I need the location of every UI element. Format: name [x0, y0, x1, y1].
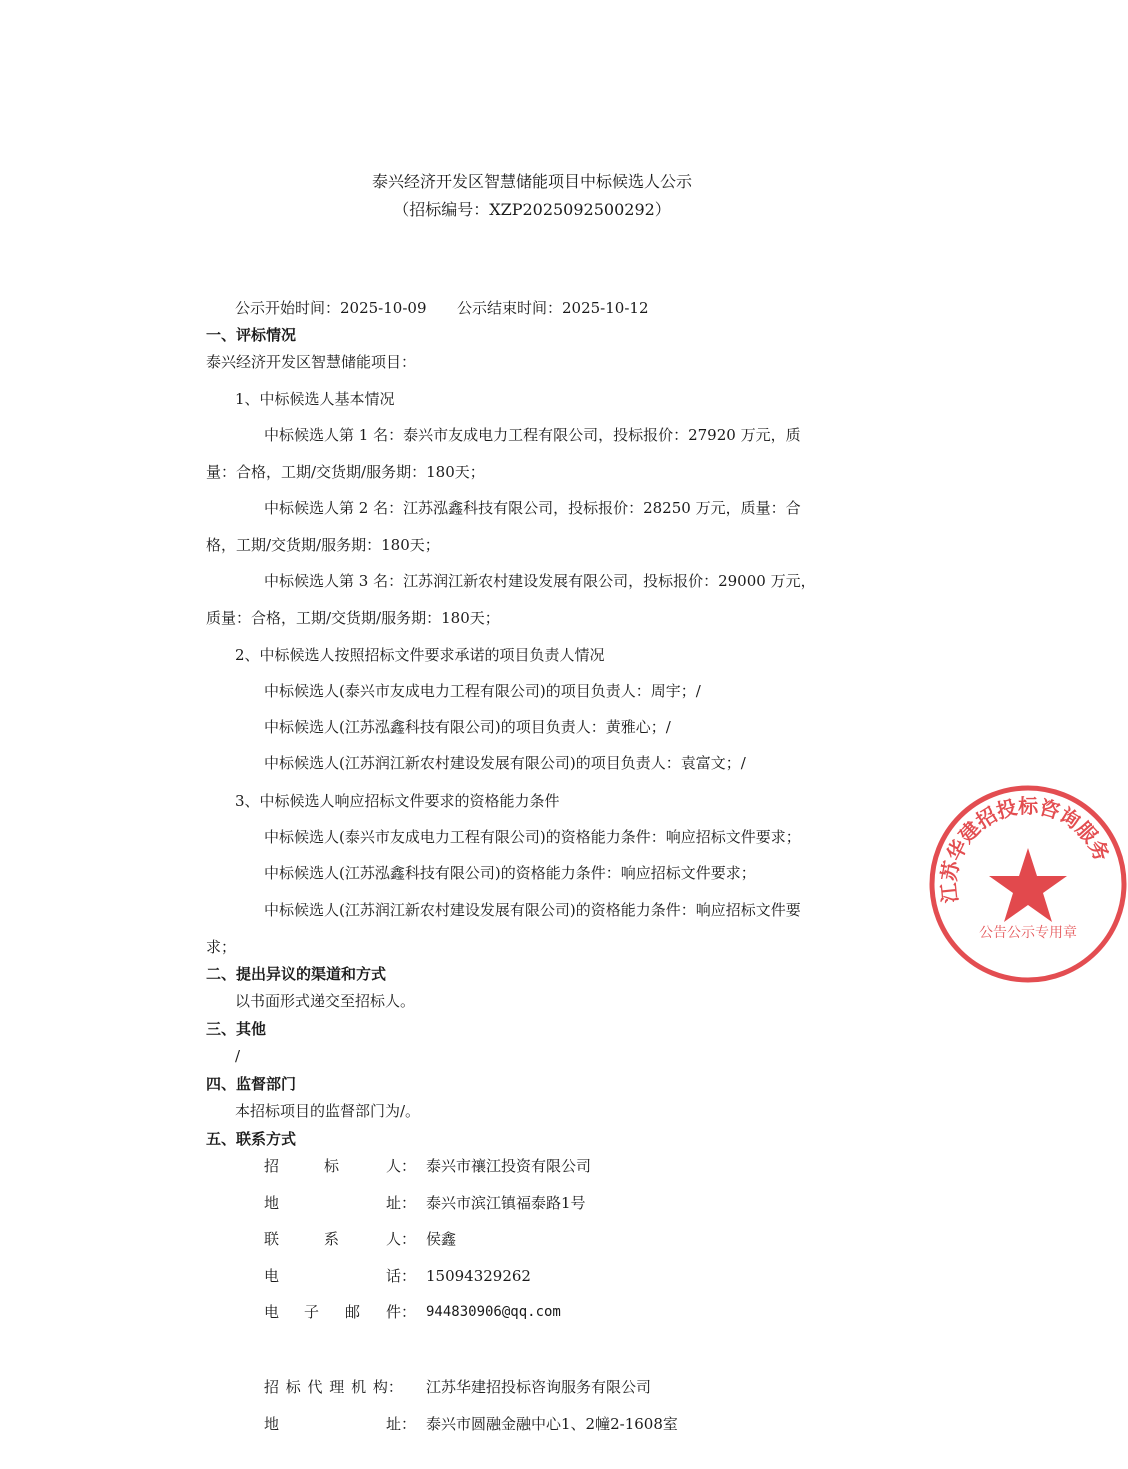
label-char: 话： [386, 1267, 417, 1285]
agency-address-value: 泰兴市圆融金融中心1、2幢2-1608室 [426, 1415, 678, 1433]
label-char: 电 [264, 1303, 280, 1321]
qualification-candidate-3-line-1: 中标候选人(江苏润江新农村建设发展有限公司)的资格能力条件：响应招标文件要 [264, 901, 801, 919]
other-text: / [235, 1047, 241, 1065]
candidate-3-line-1: 中标候选人第 3 名：江苏润江新农村建设发展有限公司，投标报价：29000 万元， [264, 572, 816, 590]
tender-number: （招标编号：XZP2025092500292） [393, 200, 671, 219]
section-heading-supervision: 四、监督部门 [206, 1075, 297, 1093]
email-value: 944830906@qq.com [426, 1304, 561, 1320]
seal-star-icon [989, 848, 1067, 922]
label-char: 电 [264, 1267, 280, 1285]
agency-value: 江苏华建招投标咨询服务有限公司 [426, 1378, 652, 1396]
label-char: 邮 [345, 1303, 361, 1321]
candidate-2-line-2: 格，工期/交货期/服务期：180天； [206, 536, 440, 554]
manager-candidate-3: 中标候选人(江苏润江新农村建设发展有限公司)的项目负责人：袁富文；/ [264, 754, 746, 772]
supervision-text: 本招标项目的监督部门为/。 [235, 1102, 421, 1120]
publicity-end-date: 公示结束时间：2025-10-12 [457, 299, 649, 317]
seal-text-top-path: 江苏华建招投标咨询服务 [936, 794, 1115, 905]
section-heading-contact: 五、联系方式 [206, 1130, 297, 1148]
qualification-candidate-2: 中标候选人(江苏泓鑫科技有限公司)的资格能力条件：响应招标文件要求； [264, 864, 756, 882]
label-char: 人： [386, 1157, 417, 1175]
manager-candidate-1: 中标候选人(泰兴市友成电力工程有限公司)的项目负责人：周宇；/ [264, 682, 701, 700]
label-char: 联 [264, 1230, 280, 1248]
label-char: 招 [264, 1157, 280, 1175]
label-char: 人： [386, 1230, 417, 1248]
label-char: 标 [324, 1157, 340, 1175]
candidate-1-line-1: 中标候选人第 1 名：泰兴市友成电力工程有限公司，投标报价：27920 万元，质 [264, 426, 801, 444]
objection-text: 以书面形式递交至招标人。 [235, 992, 416, 1010]
qualification-candidate-1: 中标候选人(泰兴市友成电力工程有限公司)的资格能力条件：响应招标文件要求； [264, 828, 801, 846]
subheading-basic-info: 1、中标候选人基本情况 [235, 390, 395, 408]
section-heading-other: 三、其他 [206, 1020, 267, 1038]
subheading-project-manager: 2、中标候选人按照招标文件要求承诺的项目负责人情况 [235, 646, 605, 664]
label-char: 子 [304, 1303, 320, 1321]
seal-text-bottom: 公告公示专用章 [979, 925, 1077, 941]
contact-person-value: 侯鑫 [426, 1230, 457, 1248]
address-value: 泰兴市滨江镇福泰路1号 [426, 1194, 586, 1212]
project-name: 泰兴经济开发区智慧储能项目： [206, 353, 417, 371]
phone-value: 15094329262 [426, 1267, 531, 1285]
section-heading-evaluation: 一、评标情况 [206, 326, 297, 344]
manager-candidate-2: 中标候选人(江苏泓鑫科技有限公司)的项目负责人：黄雅心；/ [264, 718, 671, 736]
label-char: 件： [386, 1303, 417, 1321]
label-char: 址： [386, 1415, 417, 1433]
publicity-start-date: 公示开始时间：2025-10-09 [235, 299, 427, 317]
candidate-3-line-2: 质量：合格，工期/交货期/服务期：180天； [206, 609, 500, 627]
label-char: 址： [386, 1194, 417, 1212]
notice-title: 泰兴经济开发区智慧储能项目中标候选人公示 [371, 172, 692, 191]
qualification-candidate-3-line-2: 求； [206, 938, 237, 956]
candidate-1-line-2: 量：合格，工期/交货期/服务期：180天； [206, 463, 485, 481]
subheading-qualification: 3、中标候选人响应招标文件要求的资格能力条件 [235, 792, 560, 810]
section-heading-objection: 二、提出异议的渠道和方式 [206, 965, 387, 983]
label-char: 地 [264, 1194, 280, 1212]
candidate-2-line-1: 中标候选人第 2 名：江苏泓鑫科技有限公司，投标报价：28250 万元，质量：合 [264, 499, 801, 517]
tenderer-value: 泰兴市禳江投资有限公司 [426, 1157, 592, 1175]
official-seal-stamp [928, 784, 1128, 984]
agency-label: 招 标 代 理 机 构： [264, 1378, 403, 1396]
label-char: 地 [264, 1415, 280, 1433]
label-char: 系 [324, 1230, 340, 1248]
